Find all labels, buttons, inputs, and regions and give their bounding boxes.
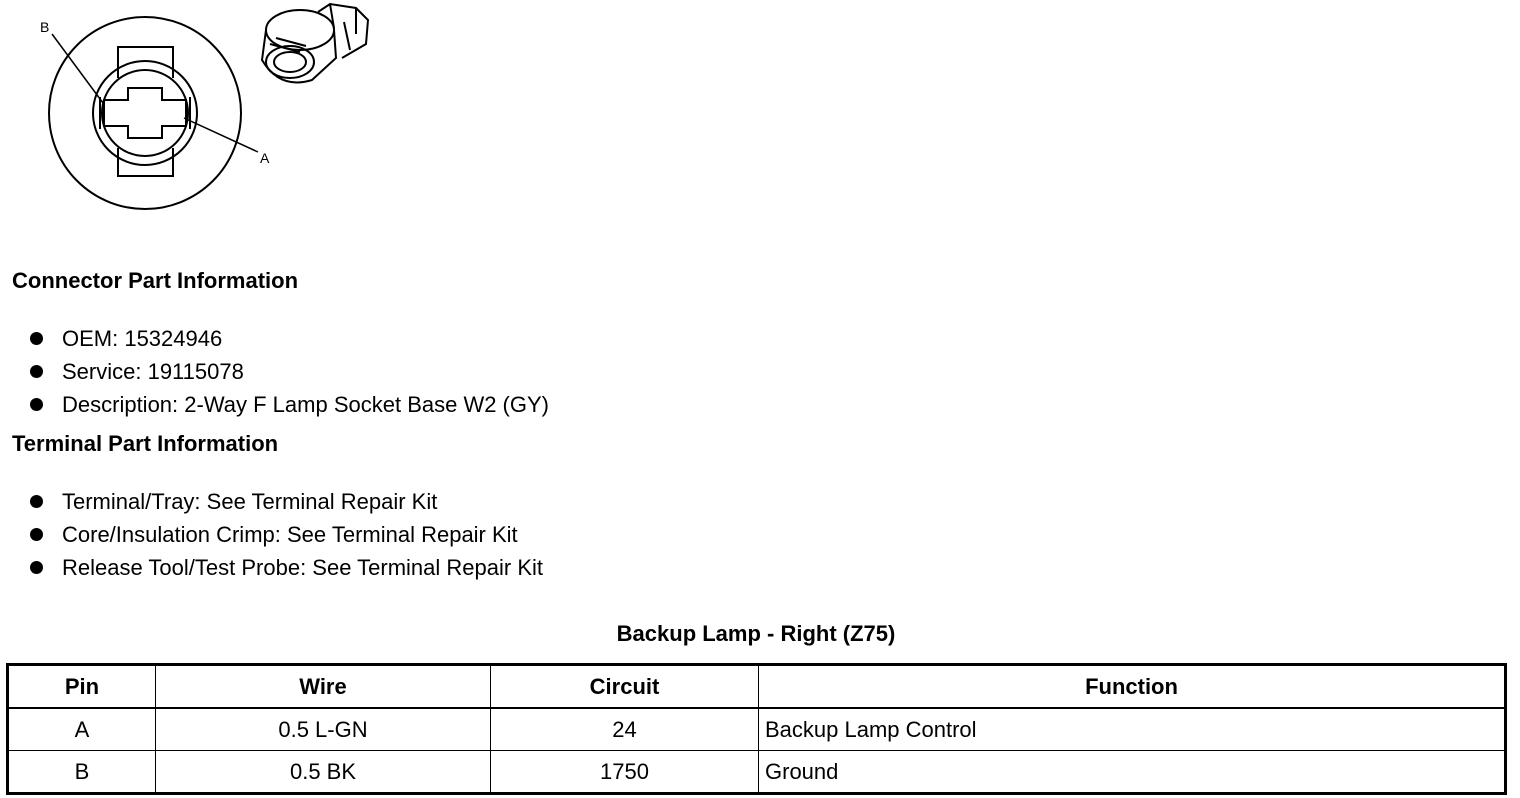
pin-label-a: A [260, 150, 270, 166]
bullet-icon [30, 495, 43, 508]
wire-cell: 0.5 BK [156, 751, 491, 794]
bullet-icon [30, 561, 43, 574]
wire-cell: 0.5 L-GN [156, 708, 491, 751]
table-title: Backup Lamp - Right (Z75) [616, 621, 896, 646]
circuit-cell: 24 [491, 708, 759, 751]
bullet-icon [30, 365, 43, 378]
function-cell: Backup Lamp Control [759, 708, 1506, 751]
table-row [8, 751, 1506, 794]
column-header-function: Function [759, 665, 1506, 709]
function-cell: Ground [759, 751, 1506, 794]
list-item: OEM: 15324946 [28, 322, 549, 355]
column-header-circuit: Circuit [491, 665, 759, 709]
column-header-pin: Pin [8, 665, 156, 709]
list-item: Core/Insulation Crimp: See Terminal Repair Kit [28, 518, 543, 551]
pinout-table [6, 663, 1507, 795]
connector-diagram [0, 0, 400, 230]
pin-label-b: B [40, 19, 50, 35]
table-row [8, 708, 1506, 751]
pin-cell: A [8, 708, 156, 751]
pin-cell: B [8, 751, 156, 794]
list-item: Description: 2-Way F Lamp Socket Base W2 (GY) [28, 388, 549, 421]
bullet-icon [30, 398, 43, 411]
bullet-icon [30, 528, 43, 541]
list-item: Service: 19115078 [28, 355, 549, 388]
terminal-part-info-heading: Terminal Part Information [12, 431, 279, 456]
table-header-row [8, 665, 1506, 709]
list-item: Release Tool/Test Probe: See Terminal Repair Kit [28, 551, 543, 584]
list-item: Terminal/Tray: See Terminal Repair Kit [28, 485, 543, 518]
bullet-icon [30, 332, 43, 345]
socket-3d-view [262, 4, 368, 83]
terminal-part-info-list [28, 485, 543, 584]
connector-part-info-list [28, 322, 549, 421]
column-header-wire: Wire [156, 665, 491, 709]
circuit-cell: 1750 [491, 751, 759, 794]
connector-part-info-heading: Connector Part Information [12, 268, 299, 293]
